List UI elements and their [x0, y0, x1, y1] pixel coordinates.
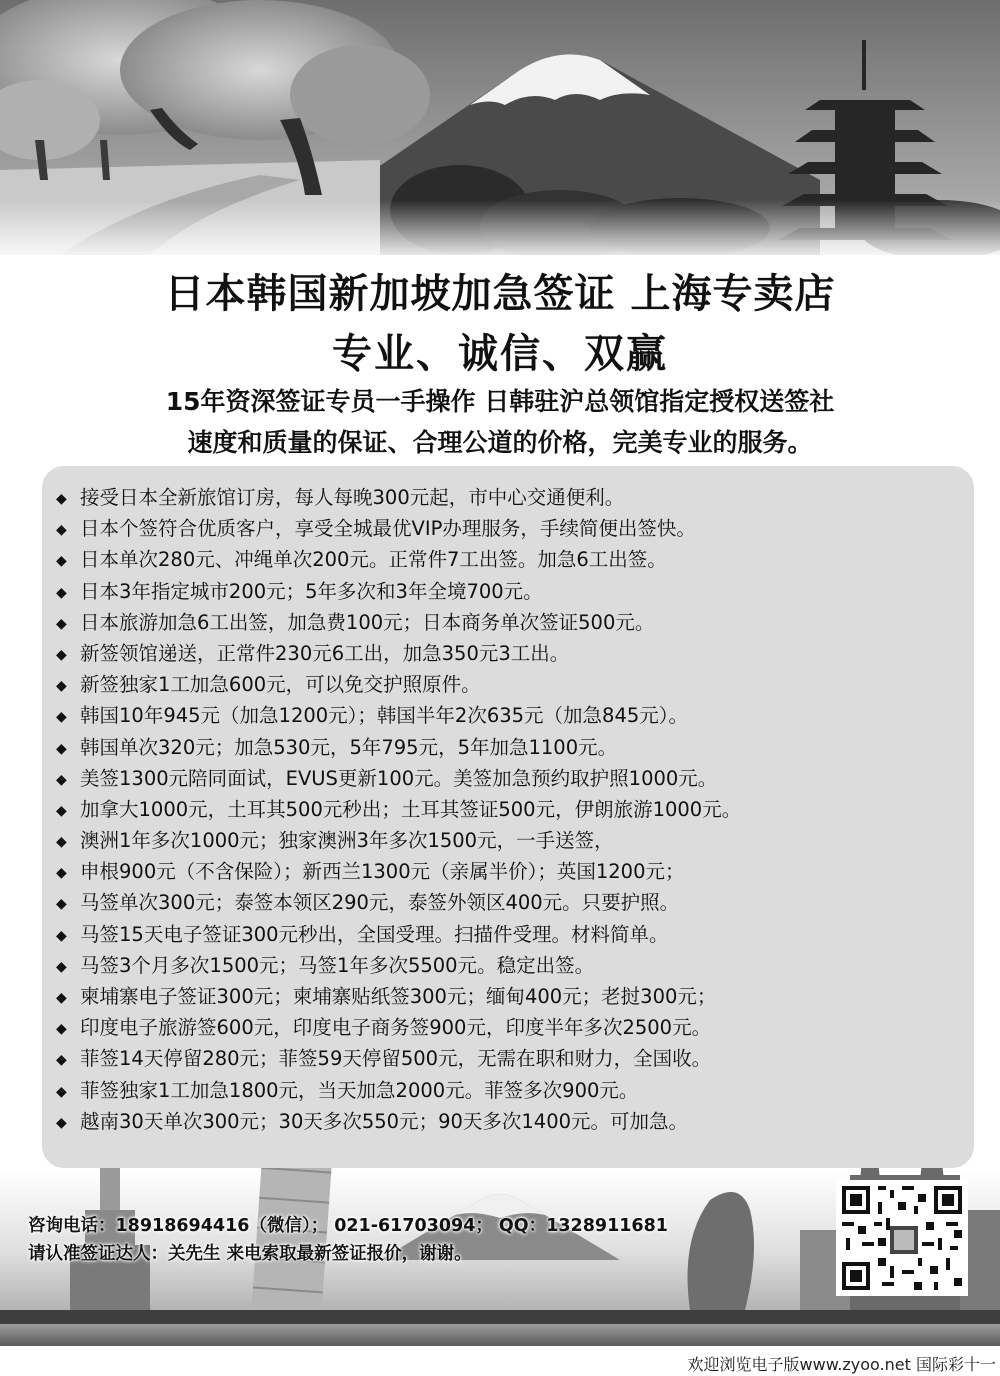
qr-code-icon[interactable]	[836, 1180, 968, 1296]
list-item: ◆ 接受日本全新旅馆订房，每人每晚300元起，市中心交通便利。	[56, 482, 976, 513]
slogan-title: 专业、诚信、双赢	[332, 331, 668, 377]
list-item: ◆ 日本单次280元、冲绳单次200元。正常件7工出签。加急6工出签。	[56, 544, 976, 575]
landline-number[interactable]: 021-61703094；	[334, 1216, 493, 1236]
diamond-bullet-icon: ◆	[56, 740, 67, 757]
list-item: ◆ 澳洲1年多次1000元；独家澳洲3年多次1500元，一手送签，	[56, 825, 976, 856]
list-item: ◆ 新签独家1工加急600元，可以免交护照原件。	[56, 669, 976, 700]
scenic-banner-image	[0, 0, 1000, 255]
subtitle-guarantee: 速度和质量的保证、合理公道的价格，完美专业的服务。	[187, 428, 813, 457]
list-item: ◆ 柬埔寨电子签证300元；柬埔寨贴纸签300元；缅甸400元；老挝300元；	[56, 981, 976, 1012]
list-item: ◆ 美签1300元陪同面试，EVUS更新100元。美签加急预约取护照1000元。	[56, 763, 976, 794]
list-item: ◆ 日本旅游加急6工出签，加急费100元；日本商务单次签证500元。	[56, 607, 976, 638]
list-item: ◆ 印度电子旅游签600元，印度电子商务签900元，印度半年多次2500元。	[56, 1012, 976, 1043]
diamond-bullet-icon: ◆	[56, 491, 67, 507]
diamond-bullet-icon: ◆	[56, 678, 67, 695]
list-item: ◆ 马签单次300元；泰签本领区290元，泰签外领区400元。只要护照。	[56, 887, 976, 918]
diamond-bullet-icon: ◆	[56, 896, 67, 913]
list-item: ◆ 马签3个月多次1500元；马签1年多次5500元。稳定出签。	[56, 950, 976, 981]
mobile-number[interactable]: 18918694416（微信）；	[115, 1216, 329, 1236]
banner-fade	[0, 200, 1000, 255]
diamond-bullet-icon: ◆	[56, 1052, 67, 1069]
diamond-bullet-icon: ◆	[56, 1021, 67, 1038]
qq-label: QQ：	[498, 1216, 547, 1236]
diamond-bullet-icon: ◆	[56, 522, 67, 539]
diamond-bullet-icon: ◆	[56, 646, 67, 663]
service-price-list	[56, 482, 976, 1137]
qq-number[interactable]: 1328911681	[546, 1216, 668, 1236]
diamond-bullet-icon: ◆	[56, 990, 67, 1006]
diamond-bullet-icon: ◆	[56, 834, 67, 851]
list-item: ◆ 新签领馆递送，正常件230元6工出，加急350元3工出。	[56, 638, 976, 669]
list-item: ◆ 日本3年指定城市200元；5年多次和3年全境700元。	[56, 576, 976, 607]
list-item: ◆ 韩国单次320元；加急530元，5年795元，5年加急1100元。	[56, 732, 976, 763]
contact-phone-line	[28, 1212, 674, 1237]
diamond-bullet-icon: ◆	[56, 584, 67, 601]
diamond-bullet-icon: ◆	[56, 865, 67, 882]
diamond-bullet-icon: ◆	[56, 1083, 67, 1100]
list-item: ◆ 申根900元（不含保险）；新西兰1300元（亲属半价）；英国1200元；	[56, 856, 976, 887]
list-item: ◆ 加拿大1000元，土耳其500元秒出；土耳其签证500元，伊朗旅游1000元。	[56, 794, 976, 825]
list-item: ◆ 韩国10年945元（加急1200元）；韩国半年2次635元（加急845元）。	[56, 700, 976, 731]
list-item: ◆ 菲签14天停留280元；菲签59天停留500元，无需在职和财力，全国收。	[56, 1043, 976, 1074]
main-title: 日本韩国新加坡加急签证 上海专卖店	[164, 271, 836, 317]
diamond-bullet-icon: ◆	[56, 615, 67, 632]
diamond-bullet-icon: ◆	[56, 553, 67, 570]
list-item: ◆ 菲签独家1工加急1800元，当天加急2000元。菲签多次900元。	[56, 1075, 976, 1106]
contact-person-line: 请认准签证达人：关先生 来电索取最新签证报价，谢谢。	[28, 1244, 472, 1264]
diamond-bullet-icon: ◆	[56, 771, 67, 788]
diamond-bullet-icon: ◆	[56, 802, 67, 819]
phone-label: 咨询电话：	[28, 1216, 116, 1236]
footer-website-note: 欢迎浏览电子版www.zyoo.net 国际彩十一	[687, 1355, 996, 1374]
diamond-bullet-icon: ◆	[56, 958, 67, 975]
list-item: ◆ 日本个签符合优质客户，享受全城最优VIP办理服务，手续简便出签快。	[56, 513, 976, 544]
diamond-bullet-icon: ◆	[56, 709, 67, 726]
diamond-bullet-icon: ◆	[56, 927, 67, 944]
list-item: ◆ 越南30天单次300元；30天多次550元；90天多次1400元。可加急。	[56, 1106, 976, 1137]
diamond-bullet-icon: ◆	[56, 1114, 67, 1131]
list-item: ◆ 马签15天电子签证300元秒出，全国受理。扫描件受理。材料简单。	[56, 919, 976, 950]
subtitle-experience: 15年资深签证专员一手操作 日韩驻沪总领馆指定授权送签社	[165, 387, 835, 416]
